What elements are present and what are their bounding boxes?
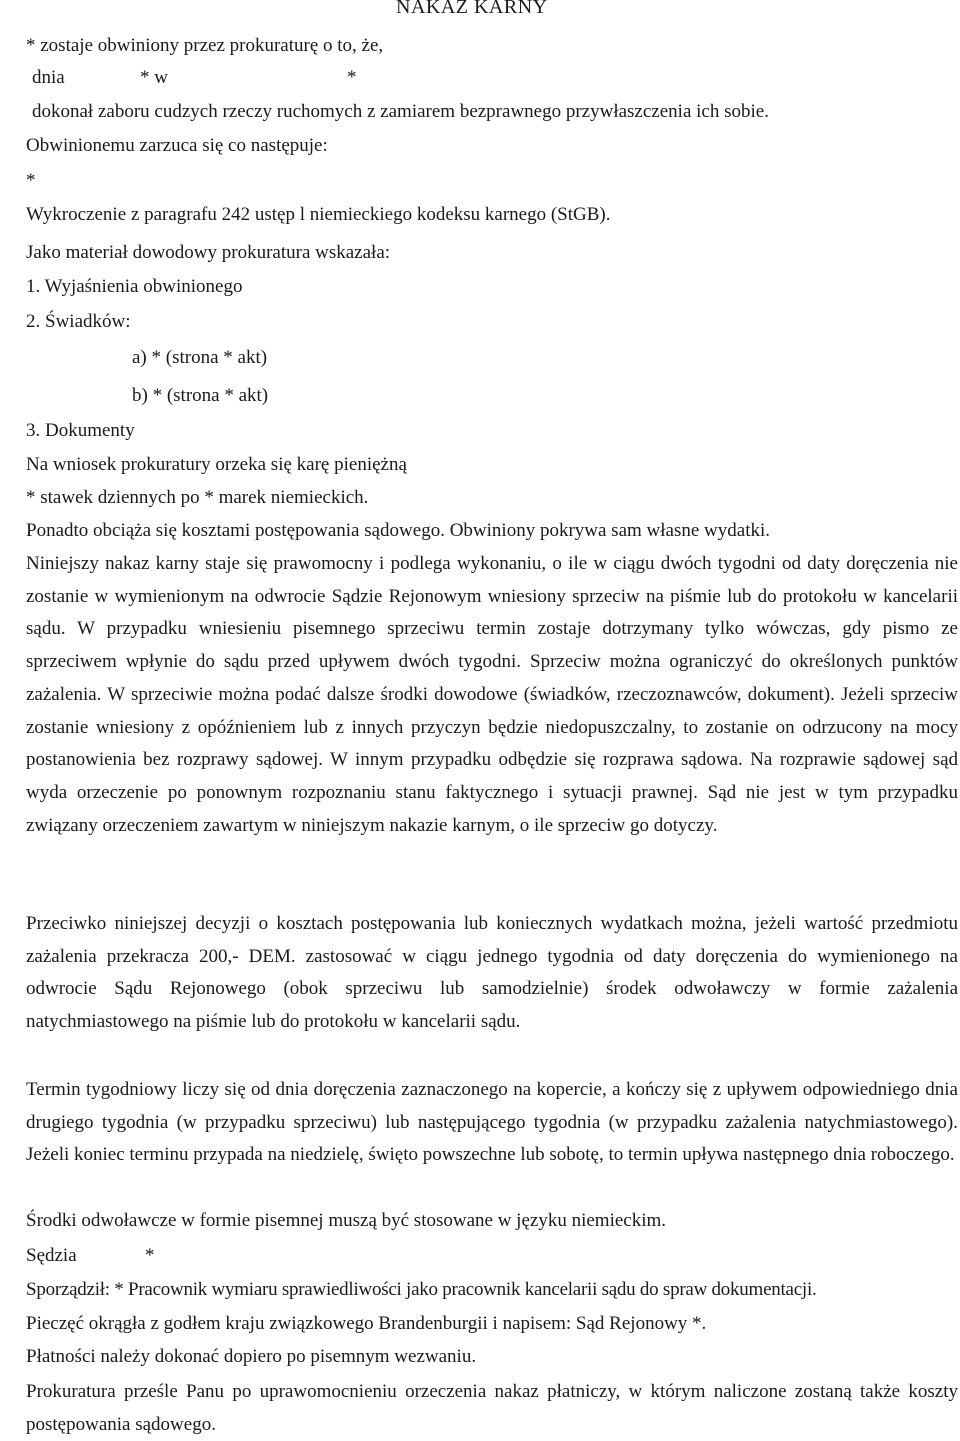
daily-rates-line: * stawek dziennych po * marek niemieckich. — [26, 487, 369, 508]
evidence-item-3: 3. Dokumenty — [26, 420, 135, 441]
place-placeholder: * — [347, 67, 357, 88]
evidence-item-2a: a) * (strona * akt) — [132, 347, 268, 368]
judge-name: * — [145, 1245, 155, 1266]
paragraph-deadline — [26, 1074, 958, 1172]
paragraph-appeal-text: Przeciwko niniejszej decyzji o kosztach postępowania lub koniecznych wydatkach można, jeżeli wartość przedmiotu zażalenia przekracza 200,- DEM. zastosować w ciągu jednego tygodnia od daty doręczenia do wymienionego na odwrocie Sądu Rejonowego (obok sprzeciwu lub samodzielnie) środek odwoławczy w formie zażalenia natychmiastowego na piśmie lub do protokołu w kancelarii sądu. — [26, 913, 958, 1033]
violation-line: Wykroczenie z paragrafu 242 ustęp l niemieckiego kodeksu karnego (StGB). — [26, 204, 611, 225]
prepared-by-line: Sporządził: * Pracownik wymiaru sprawiedliwości jako pracownik kancelarii sądu do spraw dokumentacji. — [26, 1279, 817, 1300]
charged-placeholder: * — [26, 170, 36, 191]
payment-note: Płatności należy dokonać dopiero po pisemnym wezwaniu. — [26, 1346, 477, 1367]
place-label: * w — [140, 67, 168, 88]
language-note: Środki odwoławcze w formie pisemnej muszą być stosowane w języku niemieckim. — [26, 1210, 667, 1231]
charged-intro: Obwinionemu zarzuca się co następuje: — [26, 135, 328, 156]
final-note — [26, 1376, 958, 1441]
seal-description: Pieczęć okrągła z godłem kraju związkowego Brandenburgii i napisem: Sąd Rejonowy *. — [26, 1313, 707, 1334]
evidence-intro: Jako materiał dowodowy prokuratura wskazała: — [26, 242, 391, 263]
final-note-text: Prokuratura prześle Panu po uprawomocnieniu orzeczenia nakaz płatniczy, w którym naliczone zostaną także koszty postępowania sądowego. — [26, 1381, 958, 1435]
document-title: NAKAZ KARNY — [396, 0, 548, 18]
paragraph-deadline-text: Termin tygodniowy liczy się od dnia doręczenia zaznaczonego na kopercie, a kończy się z upływem odpowiedniego dnia drugiego tygodnia (w przypadku sprzeciwu) lub następującego tygodnia (w przypadku zażalenia natychmiastowego). Jeżeli koniec terminu przypada na niedzielę, święto powszechne lub sobotę, to termin upływa następnego dnia roboczego. — [26, 1079, 958, 1166]
paragraph-binding-text: Niniejszy nakaz karny staje się prawomocny i podlega wykonaniu, o ile w ciągu dwóch tygodni od daty doręczenia nie zostanie w wymienionym na odwrocie Sądzie Rejonowym wniesiony sprzeciw na piśmie lub do protokołu w kancelarii sądu. W przypadku wniesieniu pisemnego sprzeciwu termin zostaje dotrzymany tylko wówczas, gdy pismo ze sprzeciwem wpłynie do sądu przed upływem dwóch tygodni. Sprzeciw można ograniczyć do określonych punktów zażalenia. W sprzeciwie można podać dalsze środki dowodowe (świadków, rzeczoznawców, dokument). Jeżeli sprzeciw zostanie wniesiony z opóźnieniem lub z innych przyczyn będzie niedopuszczalny, to zostanie on odrzucony na mocy postanowienia bez rozprawy sądowej. W innym przypadku odbędzie się rozprawa sądowa. Na rozprawie sądowej sąd wyda orzeczenie po ponownym rozpoznaniu stanu faktycznego i sytuacji prawnej. Sąd nie jest w tym przypadku związany orzeczeniem zawartym w niniejszym nakazie karnym, o ile sprzeciw go dotyczy. — [26, 553, 958, 836]
costs-line: Ponadto obciąża się kosztami postępowania sądowego. Obwiniony pokrywa sam własne wydatki. — [26, 520, 771, 541]
accusation-line: * zostaje obwiniony przez prokuraturę o to, że, — [26, 35, 384, 56]
evidence-item-2b: b) * (strona * akt) — [132, 385, 269, 406]
motion-line: Na wniosek prokuratury orzeka się karę pieniężną — [26, 454, 407, 475]
judge-label: Sędzia — [26, 1245, 77, 1266]
evidence-item-1: 1. Wyjaśnienia obwinionego — [26, 276, 243, 297]
paragraph-binding-order — [26, 548, 958, 842]
paragraph-appeal — [26, 908, 958, 1039]
date-label: dnia — [32, 67, 65, 88]
evidence-item-2: 2. Świadków: — [26, 311, 131, 332]
offense-line: dokonał zaboru cudzych rzeczy ruchomych z zamiarem bezprawnego przywłaszczenia ich sobie. — [32, 101, 769, 122]
